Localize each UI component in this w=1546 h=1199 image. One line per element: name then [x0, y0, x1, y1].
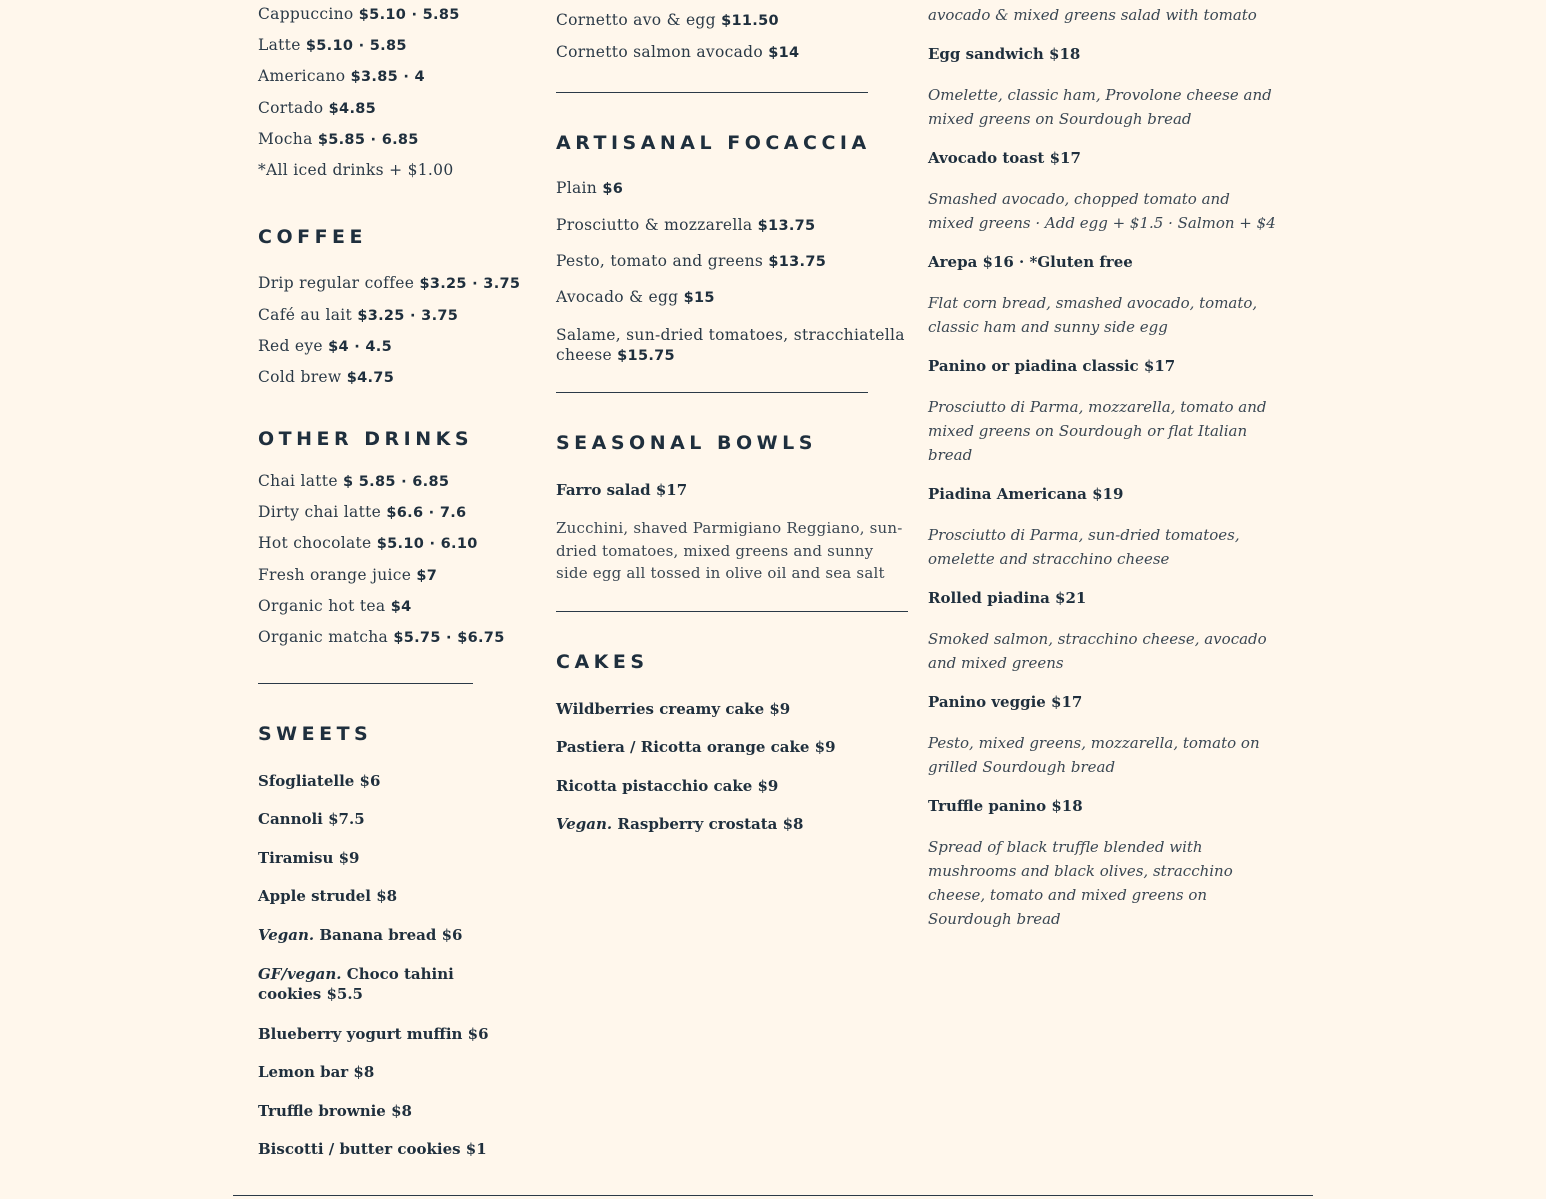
section-heading-coffee: COFFEE — [258, 226, 368, 248]
section-divider — [258, 683, 473, 684]
menu-item: Latte $5.10 · 5.85 — [258, 36, 407, 54]
menu-item: Tiramisu $9 — [258, 849, 360, 867]
iced-drinks-note: *All iced drinks + $1.00 — [258, 161, 454, 179]
menu-item: Drip regular coffee $3.25 · 3.75 — [258, 274, 521, 292]
section-divider — [556, 92, 868, 93]
item-description: Smoked salmon, stracchino cheese, avocado and mixed greens — [928, 630, 1267, 672]
section-heading-sweets: SWEETS — [258, 723, 373, 745]
menu-item: Ricotta pistacchio cake $9 — [556, 777, 779, 795]
menu-item: Apple strudel $8 — [258, 887, 398, 905]
section-heading-seasonal-bowls: SEASONAL BOWLS — [556, 432, 817, 454]
menu-item: Cannoli $7.5 — [258, 810, 365, 828]
menu-item: Cold brew $4.75 — [258, 368, 395, 386]
menu-item: Vegan. Banana bread $6 — [258, 926, 463, 944]
menu-item: Biscotti / butter cookies $1 — [258, 1140, 487, 1158]
menu-item: Pastiera / Ricotta orange cake $9 — [556, 738, 836, 756]
menu-item: Cornetto salmon avocado $14 — [556, 43, 800, 61]
menu-item: Salame, sun-dried tomatoes, stracchiatella cheese $15.75 — [556, 326, 905, 364]
menu-item: Wildberries creamy cake $9 — [556, 700, 791, 718]
menu-item: Panino veggie $17 — [928, 693, 1083, 711]
section-divider — [556, 611, 908, 612]
item-description: Prosciutto di Parma, mozzarella, tomato and mixed greens on Sourdough or flat Italian bread — [928, 398, 1267, 464]
menu-item: Truffle brownie $8 — [258, 1102, 412, 1120]
menu-item: Lemon bar $8 — [258, 1063, 375, 1081]
menu-item: Chai latte $ 5.85 · 6.85 — [258, 472, 450, 490]
item-description: Prosciutto di Parma, sun-dried tomatoes, omelette and stracchino cheese — [928, 526, 1240, 568]
item-description: Flat corn bread, smashed avocado, tomato, classic ham and sunny side egg — [928, 294, 1258, 336]
menu-item: Organic hot tea $4 — [258, 597, 412, 615]
item-description: Pesto, mixed greens, mozzarella, tomato on grilled Sourdough bread — [928, 734, 1260, 776]
menu-item: Red eye $4 · 4.5 — [258, 337, 393, 355]
item-description: Zucchini, shaved Parmigiano Reggiano, sun-dried tomatoes, mixed greens and sunny side egg all tossed in olive oil and sea salt — [556, 519, 903, 582]
menu-item: Avocado & egg $15 — [556, 288, 715, 306]
menu-item: Pesto, tomato and greens $13.75 — [556, 252, 827, 270]
menu-item: Organic matcha $5.75 · $6.75 — [258, 628, 505, 646]
menu-item: Prosciutto & mozzarella $13.75 — [556, 216, 816, 234]
menu-item: Blueberry yogurt muffin $6 — [258, 1025, 489, 1043]
item-description: Spread of black truffle blended with mushrooms and black olives, stracchino cheese, tomato and mixed greens on Sourdough bread — [928, 838, 1233, 928]
menu-item: Plain $6 — [556, 179, 624, 197]
menu-item: Panino or piadina classic $17 — [928, 357, 1176, 375]
menu-item: Rolled piadina $21 — [928, 589, 1087, 607]
menu-item: Farro salad $17 — [556, 481, 688, 499]
menu-item: Sfogliatelle $6 — [258, 772, 381, 790]
section-heading-focaccia: ARTISANAL FOCACCIA — [556, 132, 871, 154]
menu-item: Cortado $4.85 — [258, 99, 377, 117]
menu-item: Egg sandwich $18 — [928, 45, 1081, 63]
menu-item: Vegan. Raspberry crostata $8 — [556, 815, 804, 833]
menu-item: Truffle panino $18 — [928, 797, 1083, 815]
menu-item: Hot chocolate $5.10 · 6.10 — [258, 534, 478, 552]
menu-item: Cornetto avo & egg $11.50 — [556, 11, 779, 29]
menu-item: Café au lait $3.25 · 3.75 — [258, 306, 459, 324]
menu-item: Piadina Americana $19 — [928, 485, 1124, 503]
section-heading-cakes: CAKES — [556, 651, 649, 673]
section-heading-other-drinks: OTHER DRINKS — [258, 428, 474, 450]
item-description: avocado & mixed greens salad with tomato — [928, 6, 1257, 24]
item-description: Smashed avocado, chopped tomato and mixed greens · Add egg + $1.5 · Salmon + $4 — [928, 190, 1276, 232]
menu-item: Mocha $5.85 · 6.85 — [258, 130, 419, 148]
menu-item: Dirty chai latte $6.6 · 7.6 — [258, 503, 467, 521]
menu-item: Arepa $16 · *Gluten free — [928, 253, 1133, 271]
menu-item: Cappuccino $5.10 · 5.85 — [258, 5, 460, 23]
item-description: Omelette, classic ham, Provolone cheese and mixed greens on Sourdough bread — [928, 86, 1272, 128]
section-divider — [556, 392, 868, 393]
menu-item: Americano $3.85 · 4 — [258, 67, 425, 85]
menu-item: Fresh orange juice $7 — [258, 566, 438, 584]
footer-divider — [233, 1195, 1313, 1196]
menu-item: GF/vegan. Choco tahini cookies $5.5 — [258, 965, 454, 1003]
menu-item: Avocado toast $17 — [928, 149, 1081, 167]
